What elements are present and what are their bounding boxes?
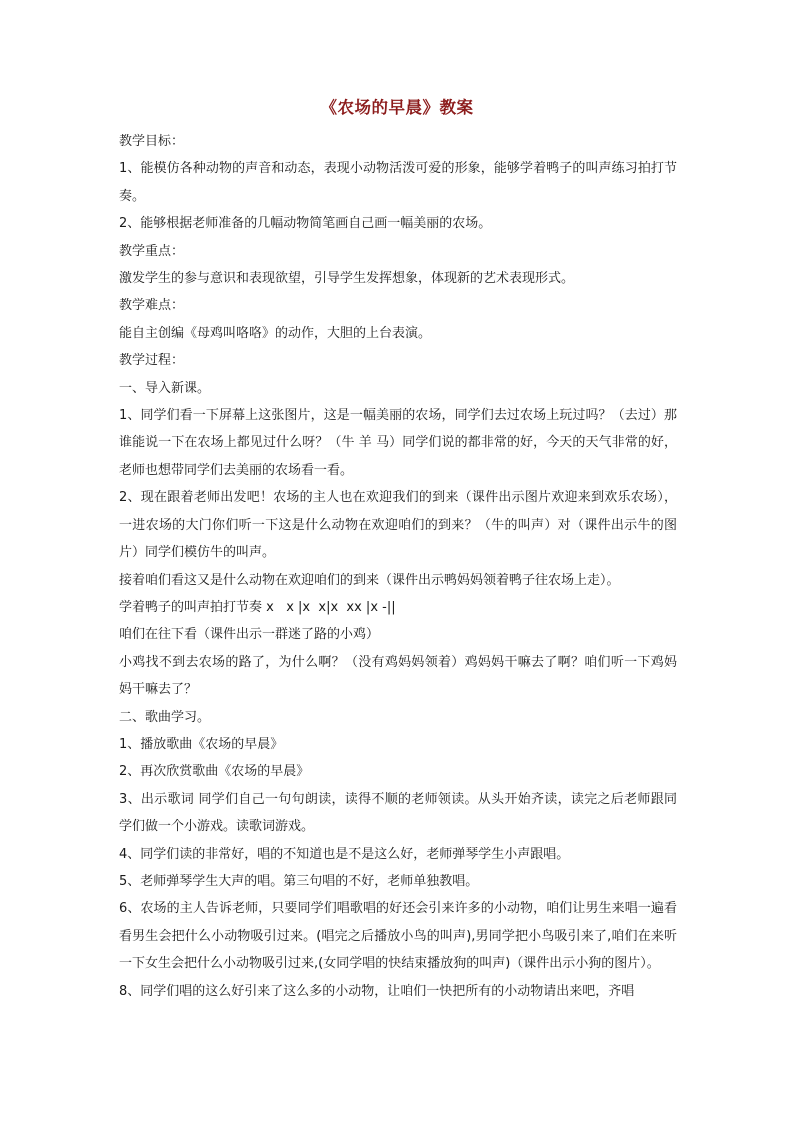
section-heading-difficulties: 教学难点： bbox=[119, 298, 185, 314]
process-step: 4、同学们读的非常好，唱的不知道也是不是这么好，老师弹琴学生小声跟唱。 bbox=[119, 846, 570, 862]
process-step: 小鸡找不到去农场的路了，为什么啊？（没有鸡妈妈领着）鸡妈妈干嘛去了啊？咱们听一下鸡妈妈干嘛去了？ bbox=[119, 654, 677, 698]
process-step: 1、播放歌曲《农场的早晨》 bbox=[119, 736, 284, 752]
document-body bbox=[119, 128, 677, 1005]
section-heading-process: 教学过程： bbox=[119, 353, 185, 369]
difficulties-text: 能自主创编《母鸡叫咯咯》的动作，大胆的上台表演。 bbox=[119, 325, 432, 341]
process-step: 6、农场的主人告诉老师，只要同学们唱歌唱的好还会引来许多的小动物，咱们让男生来唱一遍看看男生会把什么小动物吸引过来。(唱完之后播放小鸟的叫声),男同学把小鸟吸引来了,咱们在来听一下女生会把什么小动物吸引过来,(女同学唱的快结束播放狗的叫声)（课件出示小狗的图片）。 bbox=[119, 901, 677, 972]
process-step: 3、出示歌词 同学们自己一句句朗读，读得不顺的老师领读。从头开始齐读，读完之后老师跟同学们做一个小游戏。读歌词游戏。 bbox=[119, 791, 677, 835]
document-title: 《农场的早晨》教案 bbox=[320, 98, 474, 117]
rhythm-line: 学着鸭子的叫声拍打节奏 x x |x x|x xx |x -|| bbox=[119, 599, 396, 615]
process-step: 2、现在跟着老师出发吧！农场的主人也在欢迎我们的到来（课件出示图片欢迎来到欢乐农场），一进农场的大门你们听一下这是什么动物在欢迎咱们的到来？（牛的叫声）对（课件出示牛的图片）同学们模仿牛的叫声。 bbox=[119, 490, 677, 561]
process-step: 咱们在往下看（课件出示一群迷了路的小鸡） bbox=[119, 627, 380, 643]
objective-item: 1、能模仿各种动物的声音和动态，表现小动物活泼可爱的形象，能够学着鸭子的叫声练习拍打节奏。 bbox=[119, 161, 677, 204]
section-heading-objectives: 教学目标： bbox=[119, 134, 185, 149]
process-step: 8、同学们唱的这么好引来了这么多的小动物，让咱们一快把所有的小动物请出来吧，齐唱 bbox=[119, 983, 635, 999]
subsection-heading: 二、歌曲学习。 bbox=[119, 709, 211, 725]
process-step: 2、再次欣赏歌曲《农场的早晨》 bbox=[119, 764, 310, 780]
key-points-text: 激发学生的参与意识和表现欲望，引导学生发挥想象，体现新的艺术表现形式。 bbox=[119, 271, 575, 287]
process-step: 接着咱们看这又是什么动物在欢迎咱们的到来（课件出示鸭妈妈领着鸭子往农场上走）。 bbox=[119, 572, 620, 588]
process-step: 1、同学们看一下屏幕上这张图片，这是一幅美丽的农场，同学们去过农场上玩过吗？（去过）那谁能说一下在农场上都见过什么呀？（牛 羊 马）同学们说的都非常的好，今天的天气非常的好，老师也想带同学们去美丽的农场看一看。 bbox=[119, 408, 677, 478]
objective-item: 2、能够根据老师准备的几幅动物简笔画自己画一幅美丽的农场。 bbox=[119, 216, 492, 232]
subsection-heading: 一、导入新课。 bbox=[119, 380, 211, 396]
section-heading-key-points: 教学重点： bbox=[119, 243, 185, 259]
process-step: 5、老师弹琴学生大声的唱。第三句唱的不好，老师单独教唱。 bbox=[119, 873, 479, 889]
